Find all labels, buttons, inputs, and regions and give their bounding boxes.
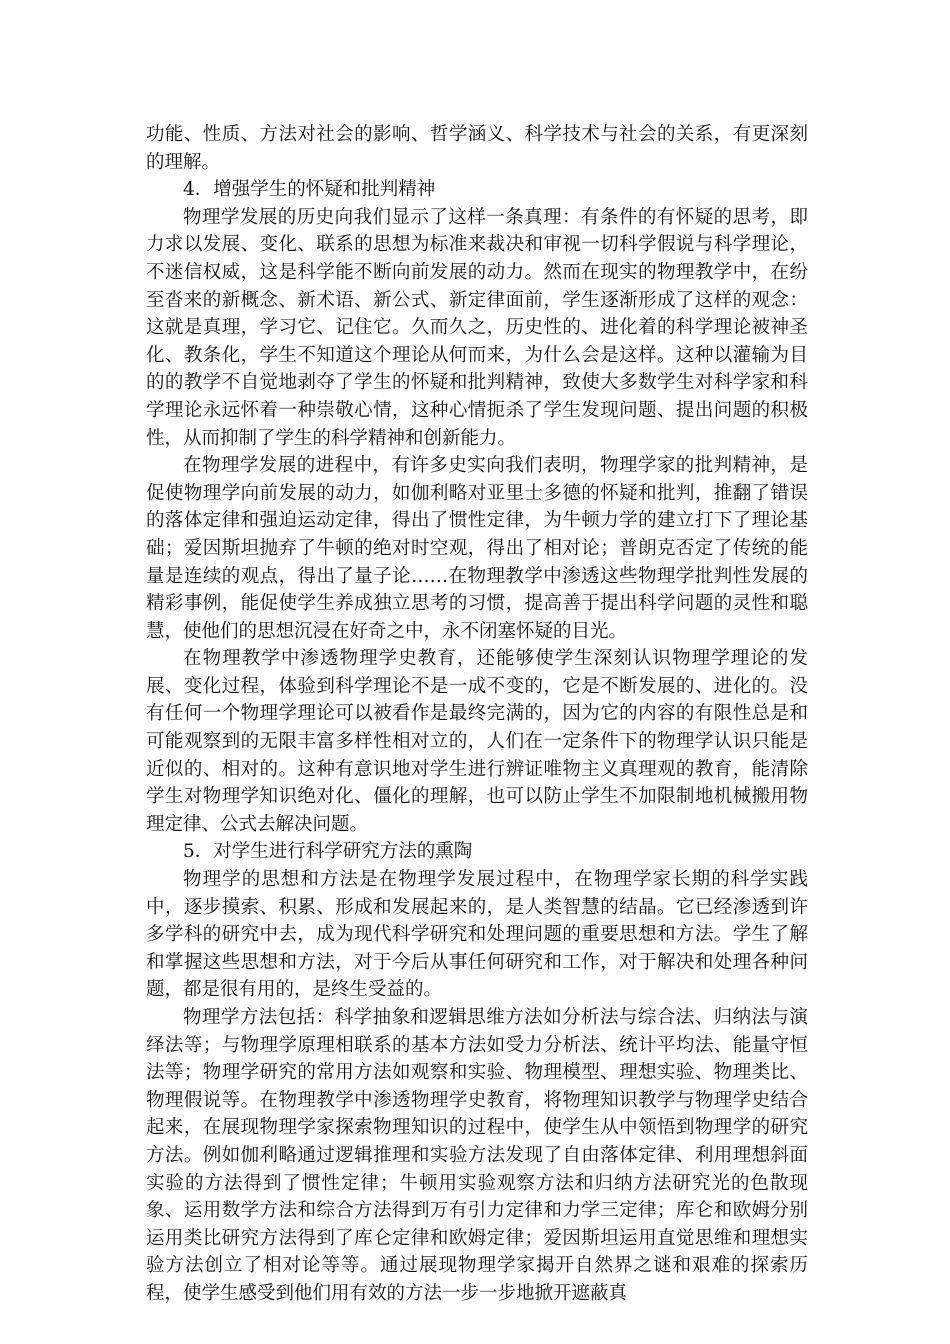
section-5-paragraph-2: 物理学方法包括：科学抽象和逻辑思维方法如分析法与综合法、归纳法与演绎法等；与物理学原理相联系的基本方法如受力分析法、统计平均法、能量守恒法等；物理学研究的常用方法如观察和实验、物理模型、理想实验、物理类比、物理假说等。在物理教学中渗透物理学史教育，将物理知识教学与物理学史结合起来，在展现物理学家探索物理知识的过程中，使学生从中领悟到物理学的研究方法。例如伽利略通过逻辑推理和实验方法发现了自由落体定律、利用理想斜面实验的方法得到了惯性定律；牛顿用实验观察方法和归纳方法研究光的色散现象、运用数学方法和综合方法得到万有引力定律和力学三定律；库仑和欧姆分别运用类比研究方法得到了库仑定律和欧姆定律；爱因斯坦运用直觉思维和理想实验方法创立了相对论等等。通过展现物理学家揭开自然界之谜和艰难的探索历程，使学生感受到他们用有效的方法一步一步地掀开遮蔽真 — [146, 1007, 808, 1304]
intro-paragraph: 功能、性质、方法对社会的影响、哲学涵义、科学技术与社会的关系，有更深刻的理解。 — [146, 124, 808, 173]
section-5-paragraph-1: 物理学的思想和方法是在物理学发展过程中，在物理学家长期的科学实践中，逐步摸索、积累、形成和发展起来的，是人类智慧的结晶。它已经渗透到许多学科的研究中去，成为现代科学研究和处理问题的重要思想和方法。学生了解和掌握这些思想和方法，对于今后从事任何研究和工作，对于解决和处理各种问题，都是很有用的，是终生受益的。 — [146, 869, 808, 1001]
section-5-heading: 5．对学生进行科学研究方法的熏陶 — [183, 841, 473, 863]
document-body — [146, 121, 808, 1308]
section-4-paragraph-1: 物理学发展的历史向我们显示了这样一条真理：有条件的有怀疑的思考，即力求以发展、变化、联系的思想为标准来裁决和审视一切科学假说与科学理论，不迷信权威，这是科学能不断向前发展的动力。然而在现实的物理教学中，在纷至沓来的新概念、新术语、新公式、新定律面前，学生逐渐形成了这样的观念：这就是真理，学习它、记住它。久而久之，历史性的、进化着的科学理论被神圣化、教条化，学生不知道这个理论从何而来，为什么会是这样。这种以灌输为目的的教学不自觉地剥夺了学生的怀疑和批判精神，致使大多数学生对科学家和科学理论永远怀着一种崇敬心情，这种心情扼杀了学生发现问题、提出问题的积极性，从而抑制了学生的科学精神和创新能力。 — [146, 206, 808, 449]
section-4-paragraph-3: 在物理教学中渗透物理学史教育，还能够使学生深刻认识物理学理论的发展、变化过程，体验到科学理论不是一成不变的，它是不断发展的、进化的。没有任何一个物理学理论可以被看作是最终完满的，因为它的内容的有限性总是和可能观察到的无限丰富多样性相对立的，人们在一定条件下的物理学认识只能是近似的、相对的。这种有意识地对学生进行辨证唯物主义真理观的教育，能清除学生对物理学知识绝对化、僵化的理解，也可以防止学生不加限制地机械搬用物理定律、公式去解决问题。 — [146, 648, 808, 835]
section-4-heading: 4．增强学生的怀疑和批判精神 — [183, 179, 436, 201]
section-4-paragraph-2: 在物理学发展的进程中，有许多史实向我们表明，物理学家的批判精神，是促使物理学向前发展的动力，如伽利略对亚里士多德的怀疑和批判，推翻了错误的落体定律和强迫运动定律，得出了惯性定律，为牛顿力学的建立打下了理论基础；爱因斯坦抛弃了牛顿的绝对时空观，得出了相对论；普朗克否定了传统的能量是连续的观点，得出了量子论……在物理教学中渗透这些物理学批判性发展的精彩事例，能促使学生养成独立思考的习惯，提高善于提出科学问题的灵性和聪慧，使他们的思想沉浸在好奇之中，永不闭塞怀疑的目光。 — [146, 455, 808, 642]
